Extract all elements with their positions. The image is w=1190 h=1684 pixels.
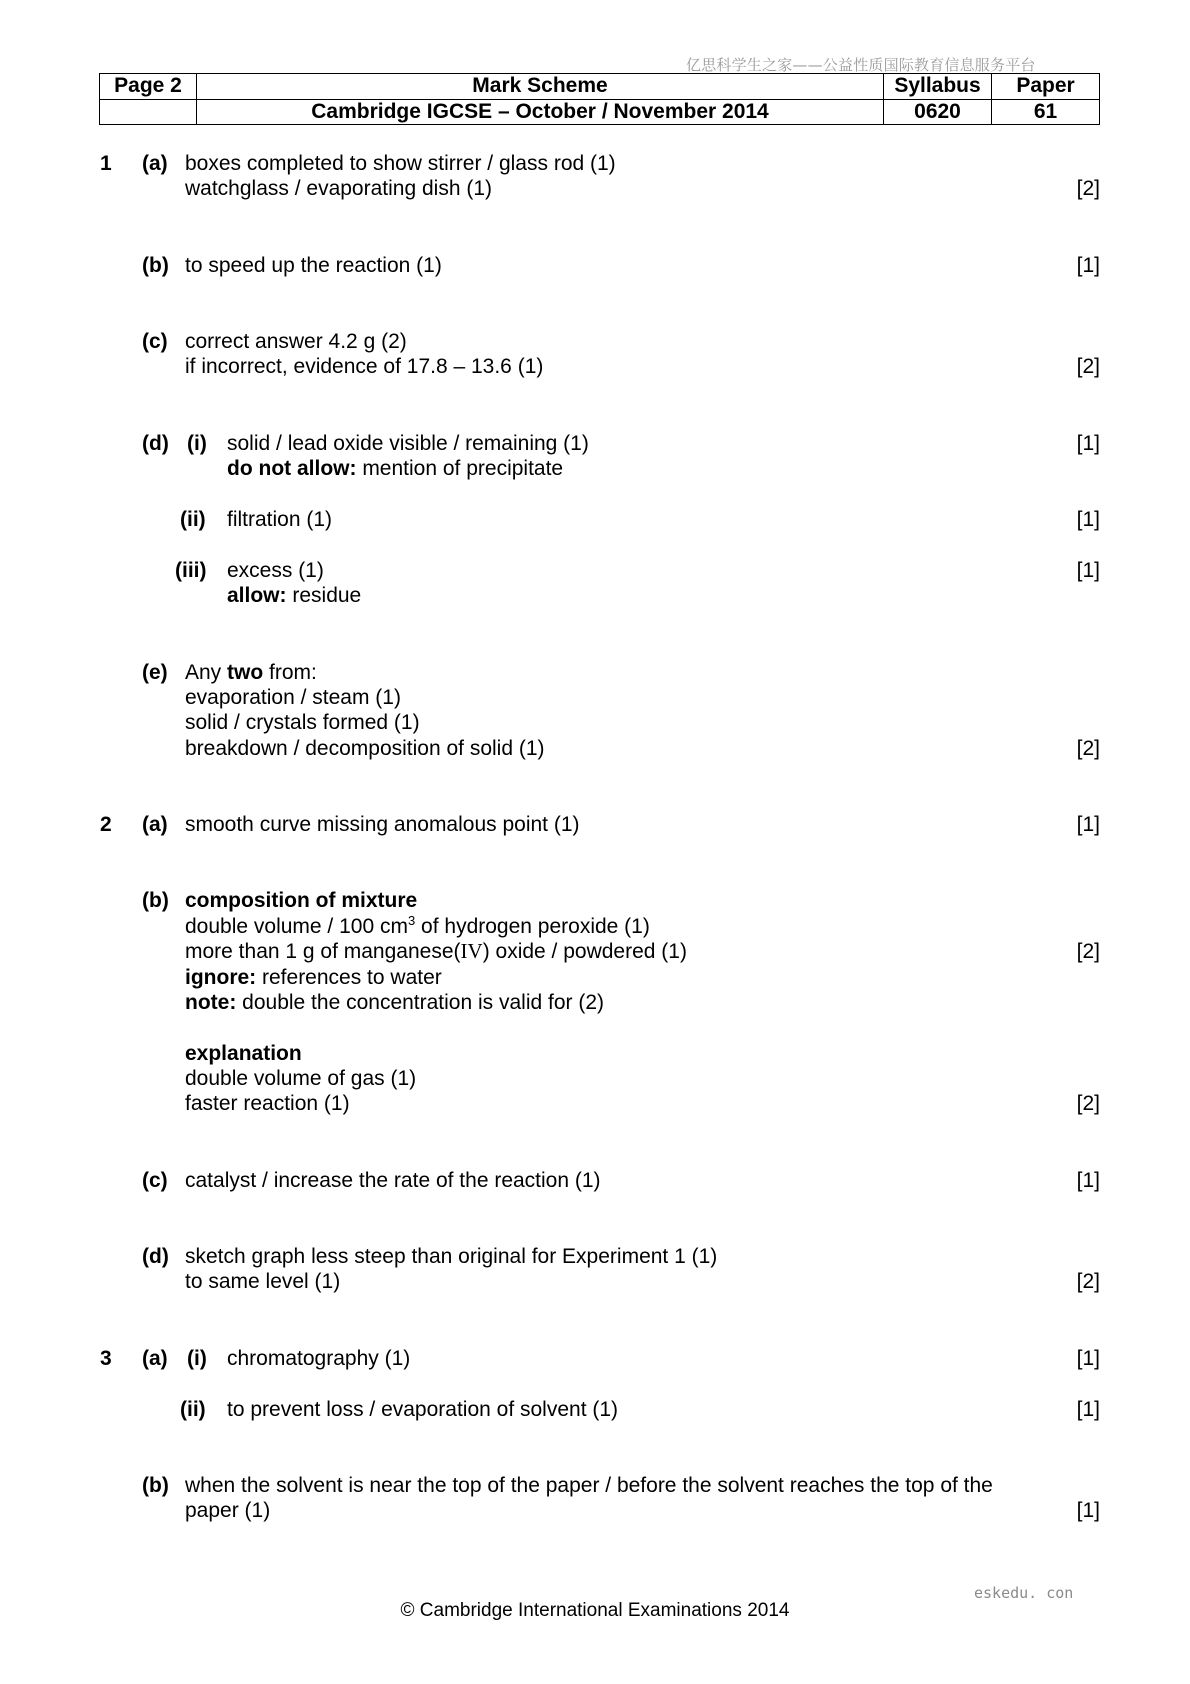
q3a-label: (a) <box>142 1347 168 1370</box>
q2b-line-1: double volume / 100 $cm^3$ of hydrogen peroxide (1) <box>185 913 650 938</box>
site-reference: eskedu. con <box>974 1584 1074 1602</box>
q1d-i-mark: [1] <box>1076 432 1100 455</box>
q1d-ii-mark: [1] <box>1076 508 1100 531</box>
q2b-label: (b) <box>142 889 169 912</box>
q3a-ii-line-1: to prevent loss / evaporation of solvent (1) <box>227 1398 619 1421</box>
q2b-ignore: ignore: references to water <box>185 966 442 989</box>
q1b-line-1: to speed up the reaction (1) <box>185 254 442 277</box>
q2c-line-1: catalyst / increase the rate of the reaction (1) <box>185 1169 601 1192</box>
q1d-iii-mark: [1] <box>1076 559 1100 582</box>
q1d-iii-note: allow: residue <box>227 584 362 607</box>
q1d-ii-label: (ii) <box>180 508 206 531</box>
q1b-label: (b) <box>142 254 169 277</box>
q2b-heading-composition: composition of mixture <box>185 889 418 912</box>
q1d-i-label: (i) <box>187 432 207 455</box>
question-number-3: 3 <box>100 1347 112 1370</box>
subtitle-cell: Cambridge IGCSE – October / November 2014 <box>197 99 884 125</box>
q2a-mark: [1] <box>1076 813 1100 836</box>
q1e-label: (e) <box>142 661 168 684</box>
q1d-iii-label: (iii) <box>175 559 207 582</box>
q1e-mark: [2] <box>1076 737 1100 760</box>
q1a-mark: [2] <box>1076 177 1100 200</box>
header-table <box>99 73 1100 125</box>
question-number-1: 1 <box>100 152 112 175</box>
q3b-line-2: paper (1) <box>185 1499 271 1522</box>
q1a-line-1: boxes completed to show stirrer / glass rod (1) <box>185 152 616 175</box>
q1c-label: (c) <box>142 330 168 353</box>
q2b-mark-2: [2] <box>1076 1092 1100 1115</box>
paper-label-cell: Paper <box>992 74 1100 100</box>
q3a-i-line-1: chromatography (1) <box>227 1347 411 1370</box>
q1d-i-line-1: solid / lead oxide visible / remaining (1) <box>227 432 589 455</box>
q2a-label: (a) <box>142 813 168 836</box>
q1c-mark: [2] <box>1076 355 1100 378</box>
q2a-line-1: smooth curve missing anomalous point (1) <box>185 813 580 836</box>
q3b-line-1: when the solvent is near the top of the paper / before the solvent reaches the top of the <box>185 1474 993 1497</box>
q3a-i-label: (i) <box>187 1347 207 1370</box>
syllabus-label-cell: Syllabus <box>884 74 992 100</box>
q2b-expl-line-1: double volume of gas (1) <box>185 1067 417 1090</box>
q3a-i-mark: [1] <box>1076 1347 1100 1370</box>
q2b-line-2: more than 1 g of manganese(IV) oxide / powdered (1) <box>185 939 687 963</box>
syllabus-cell: 0620 <box>884 99 992 125</box>
q2d-mark: [2] <box>1076 1270 1100 1293</box>
q2b-expl-line-2: faster reaction (1) <box>185 1092 350 1115</box>
q3a-ii-label: (ii) <box>180 1398 206 1421</box>
question-number-2: 2 <box>100 813 112 836</box>
q1a-line-2: watchglass / evaporating dish (1) <box>185 177 492 200</box>
q1d-ii-line-1: filtration (1) <box>227 508 333 531</box>
copyright-footer: © Cambridge International Examinations 2014 <box>400 1600 790 1621</box>
q2b-heading-explanation: explanation <box>185 1042 302 1065</box>
q2b-mark-1: [2] <box>1076 940 1100 963</box>
paper-cell: 61 <box>992 99 1100 125</box>
q1e-line-3: breakdown / decomposition of solid (1) <box>185 737 545 760</box>
q2d-label: (d) <box>142 1245 169 1268</box>
watermark-text: 亿思科学生之家——公益性质国际教育信息服务平台 <box>686 56 1036 74</box>
q1e-line-2: solid / crystals formed (1) <box>185 711 420 734</box>
q1c-line-2: if incorrect, evidence of 17.8 – 13.6 (1) <box>185 355 544 378</box>
q1a-label: (a) <box>142 152 168 175</box>
q3a-ii-mark: [1] <box>1076 1398 1100 1421</box>
q1e-intro: Any two from: <box>185 661 317 684</box>
q2d-line-1: sketch graph less steep than original for Experiment 1 (1) <box>185 1245 718 1268</box>
title-cell: Mark Scheme <box>197 74 884 100</box>
q1d-label: (d) <box>142 432 169 455</box>
q2c-mark: [1] <box>1076 1169 1100 1192</box>
q2c-label: (c) <box>142 1169 168 1192</box>
q1c-line-1: correct answer 4.2 g (2) <box>185 330 407 353</box>
q1d-iii-line-1: excess (1) <box>227 559 324 582</box>
q1e-line-1: evaporation / steam (1) <box>185 686 401 709</box>
q3b-label: (b) <box>142 1474 169 1497</box>
q3b-mark: [1] <box>1076 1499 1100 1522</box>
blank-cell <box>100 99 197 125</box>
q2d-line-2: to same level (1) <box>185 1270 341 1293</box>
q2b-note: note: double the concentration is valid for (2) <box>185 991 605 1014</box>
q1d-i-note: do not allow: mention of precipitate <box>227 457 564 480</box>
page-cell: Page 2 <box>100 74 197 100</box>
q1b-mark: [1] <box>1076 254 1100 277</box>
